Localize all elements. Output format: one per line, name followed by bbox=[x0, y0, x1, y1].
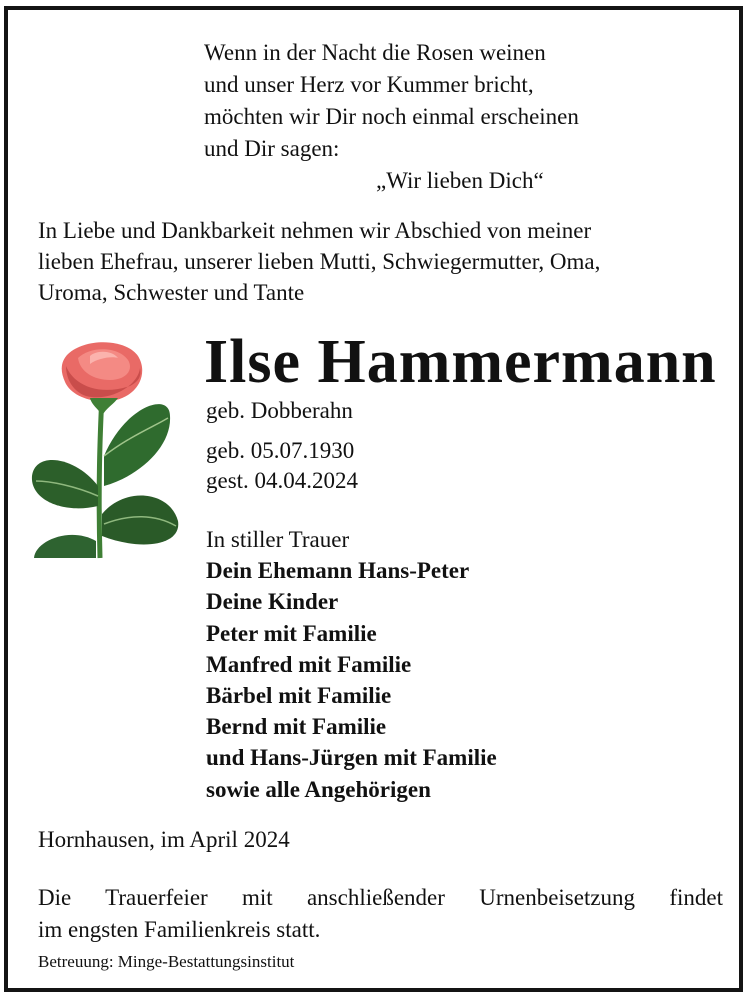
intro-text bbox=[38, 215, 728, 308]
poem-line: und Dir sagen: bbox=[204, 136, 340, 161]
mourner: Deine Kinder bbox=[206, 589, 339, 615]
life-dates bbox=[206, 436, 358, 496]
undertaker-credit: Betreuung: Minge-Bestattungsinstitut bbox=[38, 952, 295, 971]
notice-line: Die Trauerfeier mit anschließender Urnenbeisetzung findet bbox=[38, 885, 723, 910]
notice-line: im engsten Familienkreis statt. bbox=[38, 917, 321, 942]
obituary-frame bbox=[4, 6, 743, 992]
mourner: Bärbel mit Familie bbox=[206, 683, 392, 709]
mourner: Manfred mit Familie bbox=[206, 651, 412, 677]
poem-line: und unser Herz vor Kummer bricht, bbox=[204, 72, 534, 97]
poem-quote: „Wir lieben Dich“ bbox=[376, 168, 544, 193]
poem bbox=[204, 37, 579, 197]
rose-icon bbox=[30, 336, 190, 560]
birth-name: geb. Dobberahn bbox=[206, 398, 353, 423]
deceased-name: Ilse Hammermann bbox=[204, 328, 717, 396]
mourners-lead: In stiller Trauer bbox=[206, 527, 350, 552]
mourner: Bernd mit Familie bbox=[206, 714, 387, 740]
mourner: Dein Ehemann Hans-Peter bbox=[206, 558, 470, 584]
intro-line: Uroma, Schwester und Tante bbox=[38, 280, 305, 305]
mourner: sowie alle Angehörigen bbox=[206, 776, 431, 802]
death-date: gest. 04.04.2024 bbox=[206, 468, 359, 493]
mourner: Peter mit Familie bbox=[206, 620, 377, 646]
poem-line: möchten wir Dir noch einmal erscheinen bbox=[204, 104, 579, 129]
intro-line: In Liebe und Dankbarkeit nehmen wir Abschied von meiner bbox=[38, 218, 592, 243]
place-date: Hornhausen, im April 2024 bbox=[38, 827, 290, 852]
birth-date: geb. 05.07.1930 bbox=[206, 438, 355, 463]
poem-line: Wenn in der Nacht die Rosen weinen bbox=[204, 40, 546, 65]
intro-line: lieben Ehefrau, unserer lieben Mutti, Schwiegermutter, Oma, bbox=[38, 249, 601, 274]
funeral-notice bbox=[38, 882, 723, 946]
mourners-list bbox=[206, 524, 497, 805]
mourner: und Hans-Jürgen mit Familie bbox=[206, 745, 497, 771]
